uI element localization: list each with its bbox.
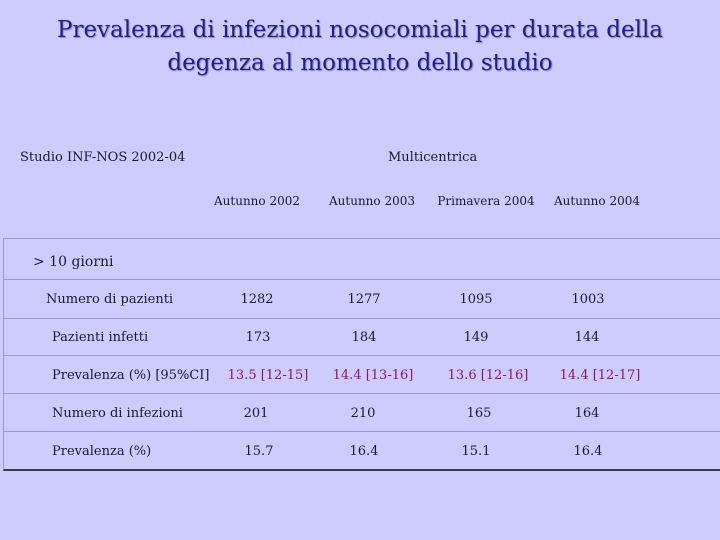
study-type: Multicentrica <box>388 150 478 165</box>
table-cell: 165 <box>466 406 492 421</box>
table-cell: 15.7 <box>244 444 274 459</box>
row-label: Numero di infezioni <box>52 406 183 421</box>
slide-title <box>0 14 720 80</box>
column-header-autunno-2002: Autunno 2002 <box>214 194 300 208</box>
section-label: > 10 giorni <box>33 254 114 270</box>
table-cell: 16.4 <box>349 444 379 459</box>
row-label: Prevalenza (%) <box>52 444 152 459</box>
table-cell: 14.4 [12-17] <box>559 368 641 383</box>
row-divider <box>3 318 720 319</box>
table-cell: 13.6 [12-16] <box>447 368 529 383</box>
study-label: Studio INF-NOS 2002-04 <box>20 150 186 165</box>
column-header-autunno-2003: Autunno 2003 <box>329 194 415 208</box>
table-cell: 1282 <box>240 292 274 307</box>
table-cell: 149 <box>463 330 489 345</box>
table-cell: 210 <box>350 406 376 421</box>
table-row <box>0 292 720 312</box>
column-header-primavera-2004: Primavera 2004 <box>437 194 535 208</box>
table-cell: 201 <box>243 406 269 421</box>
table-cell: 13.5 [12-15] <box>227 368 309 383</box>
table-cell: 1095 <box>459 292 493 307</box>
title-line-1: Prevalenza di infezioni nosocomiali per durata della <box>56 17 664 43</box>
table-cell: 16.4 <box>573 444 603 459</box>
row-label: Numero di pazienti <box>46 292 174 307</box>
row-label: Prevalenza (%) [95%CI] <box>52 368 210 383</box>
table-cell: 1277 <box>347 292 381 307</box>
table-cell: 164 <box>574 406 600 421</box>
table-row <box>0 406 720 426</box>
table-cell: 144 <box>574 330 600 345</box>
table-cell: 173 <box>245 330 271 345</box>
table-cell: 15.1 <box>461 444 491 459</box>
column-header-autunno-2004: Autunno 2004 <box>554 194 640 208</box>
table-cell: 14.4 [13-16] <box>332 368 414 383</box>
table-cell: 1003 <box>571 292 605 307</box>
table-row <box>0 368 720 388</box>
row-label: Pazienti infetti <box>52 330 149 345</box>
row-divider <box>3 431 720 432</box>
row-divider <box>3 355 720 356</box>
title-line-2: degenza al momento dello studio <box>167 50 553 76</box>
table-row <box>0 444 720 464</box>
table-cell: 184 <box>351 330 377 345</box>
row-divider <box>3 393 720 394</box>
table-row <box>0 330 720 350</box>
row-divider <box>3 279 720 280</box>
